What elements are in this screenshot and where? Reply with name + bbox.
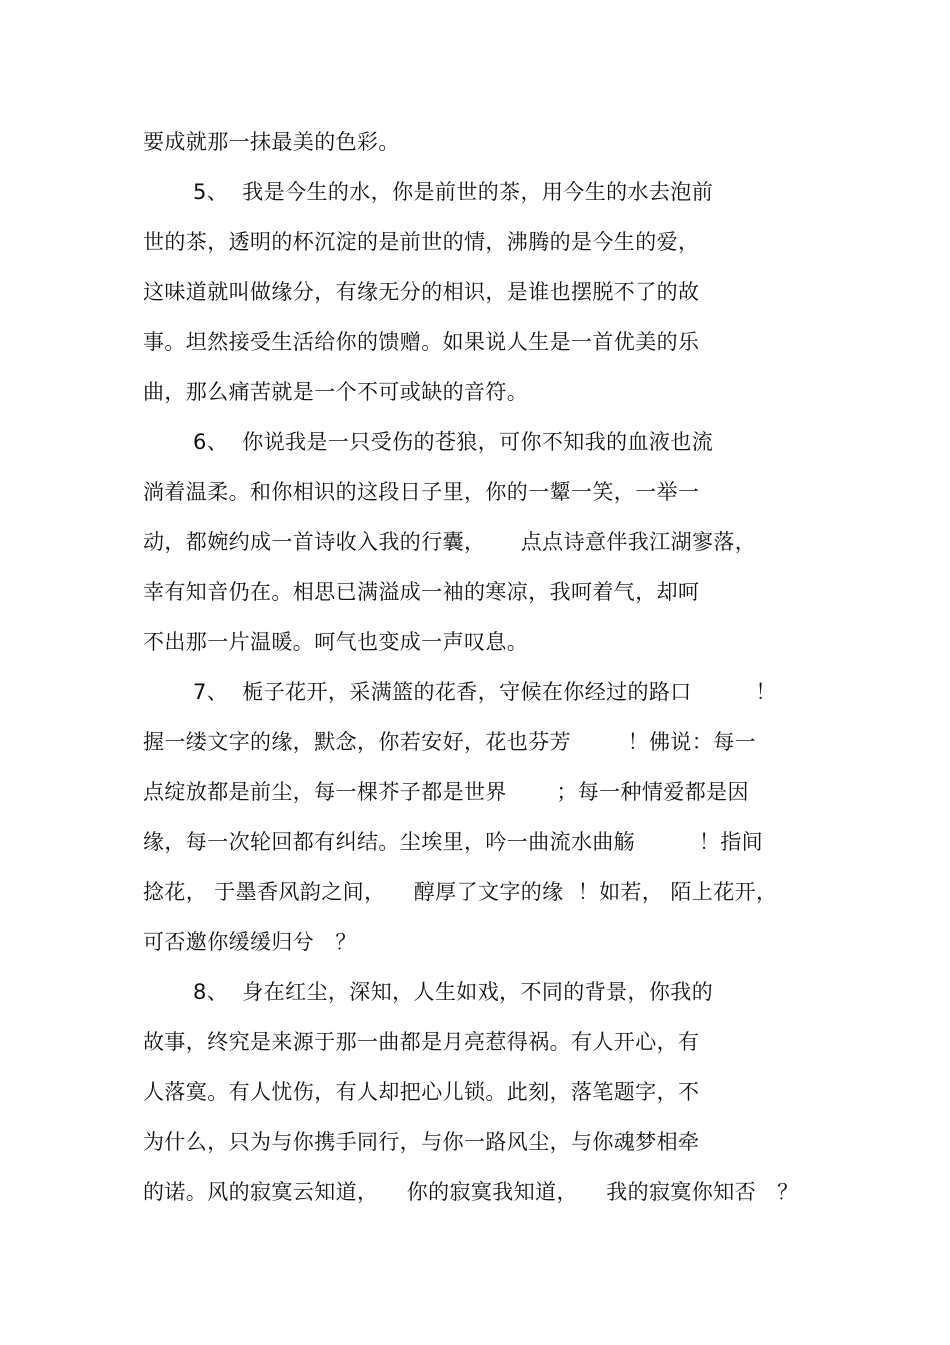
text-line: 曲，那么痛苦就是一个不可或缺的音符。 <box>143 380 529 404</box>
text-line: 这味道就叫做缘分，有缘无分的相识，是谁也摆脱不了的故 <box>143 280 700 304</box>
paragraph-6-line: 6、 你说我是一只受伤的苍狼，可你不知我的血液也流 <box>193 430 714 454</box>
text-line: 世的茶，透明的杯沉淀的是前世的情，沸腾的是今生的爱， <box>143 230 700 254</box>
paragraph-5-line: 5、 我是今生的水，你是前世的茶，用今生的水去泡前 <box>193 180 714 204</box>
text-line: 捻花， 于墨香风韵之间， 醇厚了文字的缘 ！如若， 陌上花开， <box>143 880 778 904</box>
text-line: 握一缕文字的缘，默念，你若安好，花也芬芳 ！佛说：每一 <box>143 730 756 754</box>
paragraph-8-line: 8、 身在红尘，深知，人生如戏，不同的背景，你我的 <box>193 980 714 1004</box>
text-line: 的诺。风的寂寞云知道， 你的寂寞我知道， 我的寂寞你知否 ？ <box>143 1180 799 1204</box>
text-line: 故事，终究是来源于那一曲都是月亮惹得祸。有人开心，有 <box>143 1030 700 1054</box>
text-line: 不出那一片温暖。呵气也变成一声叹息。 <box>143 630 529 654</box>
paragraph-7-line: 7、 栀子花开，采满篮的花香，守候在你经过的路口 ！ <box>193 680 777 704</box>
text-line: 淌着温柔。和你相识的这段日子里，你的一颦一笑，一举一 <box>143 480 700 504</box>
text-line: 点绽放都是前尘，每一棵芥子都是世界 ；每一种情爱都是因 <box>143 780 749 804</box>
text-line: 人落寞。有人忧伤，有人却把心儿锁。此刻，落笔题字，不 <box>143 1080 700 1104</box>
text-line: 要成就那一抹最美的色彩。 <box>143 130 400 154</box>
text-line: 事。坦然接受生活给你的馈赠。如果说人生是一首优美的乐 <box>143 330 700 354</box>
text-line: 为什么，只为与你携手同行，与你一路风尘，与你魂梦相牵 <box>143 1130 700 1154</box>
text-line: 动，都婉约成一首诗收入我的行囊， 点点诗意伴我江湖寥落， <box>143 530 757 554</box>
text-line: 可否邀你缓缓归兮 ？ <box>143 930 357 954</box>
text-line: 缘，每一次轮回都有纠结。尘埃里，吟一曲流水曲觞 ！指间 <box>143 830 764 854</box>
text-line: 幸有知音仍在。相思已满溢成一袖的寒凉，我呵着气，却呵 <box>143 580 700 604</box>
